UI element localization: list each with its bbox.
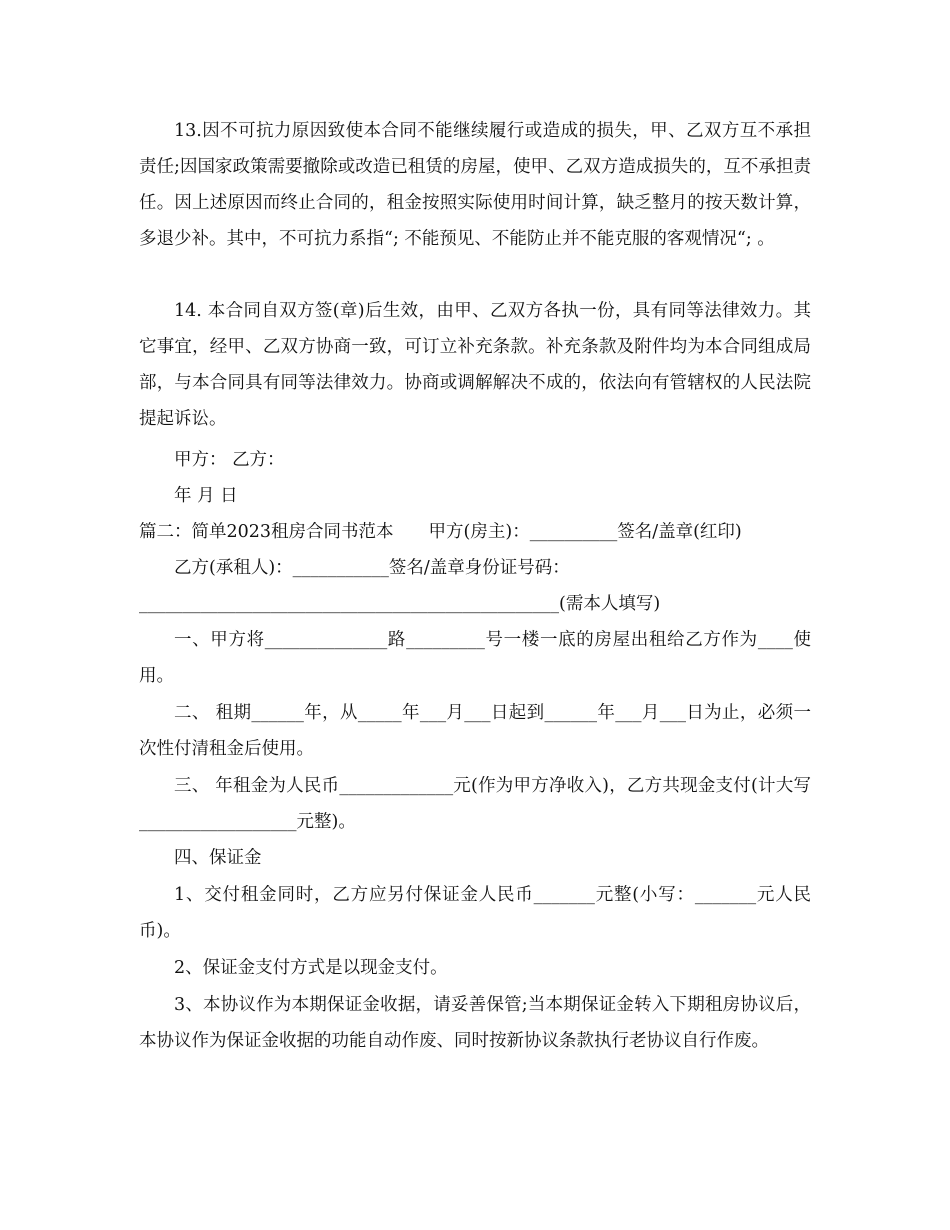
clause-3-paragraph: 三、 年租金为人民币_____________元(作为甲方净收入)，乙方共现金支付(计大写__________________元整)。 bbox=[139, 776, 811, 832]
clause-13-paragraph: 13.因不可抗力原因致使本合同不能继续履行或造成的损失，甲、乙双方互不承担责任;因国家政策需要撤除或改造已租赁的房屋，使甲、乙双方造成损失的，互不承担责任。因上述原因而终止合同的，租金按照实际使用时间计算，缺乏整月的按天数计算，多退少补。其中，不可抗力系指“; 不能预见、不能防止并不能克服的客观情况“; 。 bbox=[139, 121, 811, 249]
part2-header-line: 篇二：简单2023租房合同书范本 甲方(房主)：__________签名/盖章(红印) bbox=[139, 522, 742, 542]
clause-4-2-line: 2、保证金支付方式是以现金支付。 bbox=[174, 958, 448, 978]
clause-14-paragraph: 14. 本合同自双方签(章)后生效，由甲、乙双方各执一份，具有同等法律效力。其它事宜，经甲、乙双方协商一致，可订立补充条款。补充条款及附件均为本合同组成局部，与本合同具有同等法律效力。协商或调解解决不成的，依法向有管辖权的人民法院提起诉讼。 bbox=[139, 301, 811, 429]
clause-1-paragraph: 一、甲方将______________路_________号一楼一底的房屋出租给乙方作为____使用。 bbox=[139, 630, 811, 686]
id-number-line: ________________________________________________(需本人填写) bbox=[139, 594, 661, 614]
clause-4-3-paragraph: 3、本协议作为本期保证金收据，请妥善保管;当本期保证金转入下期租房协议后，本协议作为保证金收据的功能自动作废、同时按新协议条款执行老协议自行作废。 bbox=[139, 995, 811, 1051]
signature-date-line: 年 月 日 bbox=[174, 486, 238, 506]
signature-parties-line: 甲方： 乙方： bbox=[174, 450, 285, 470]
clause-4-title: 四、保证金 bbox=[174, 848, 262, 868]
party-b-line: 乙方(承租人)：___________签名/盖章身份证号码： bbox=[174, 558, 570, 578]
clause-2-paragraph: 二、 租期______年，从_____年___月___日起到______年___月___日为止，必须一次性付清租金后使用。 bbox=[139, 703, 811, 759]
clause-4-1-paragraph: 1、交付租金同时，乙方应另付保证金人民币_______元整(小写：_______元人民币)。 bbox=[139, 885, 811, 941]
